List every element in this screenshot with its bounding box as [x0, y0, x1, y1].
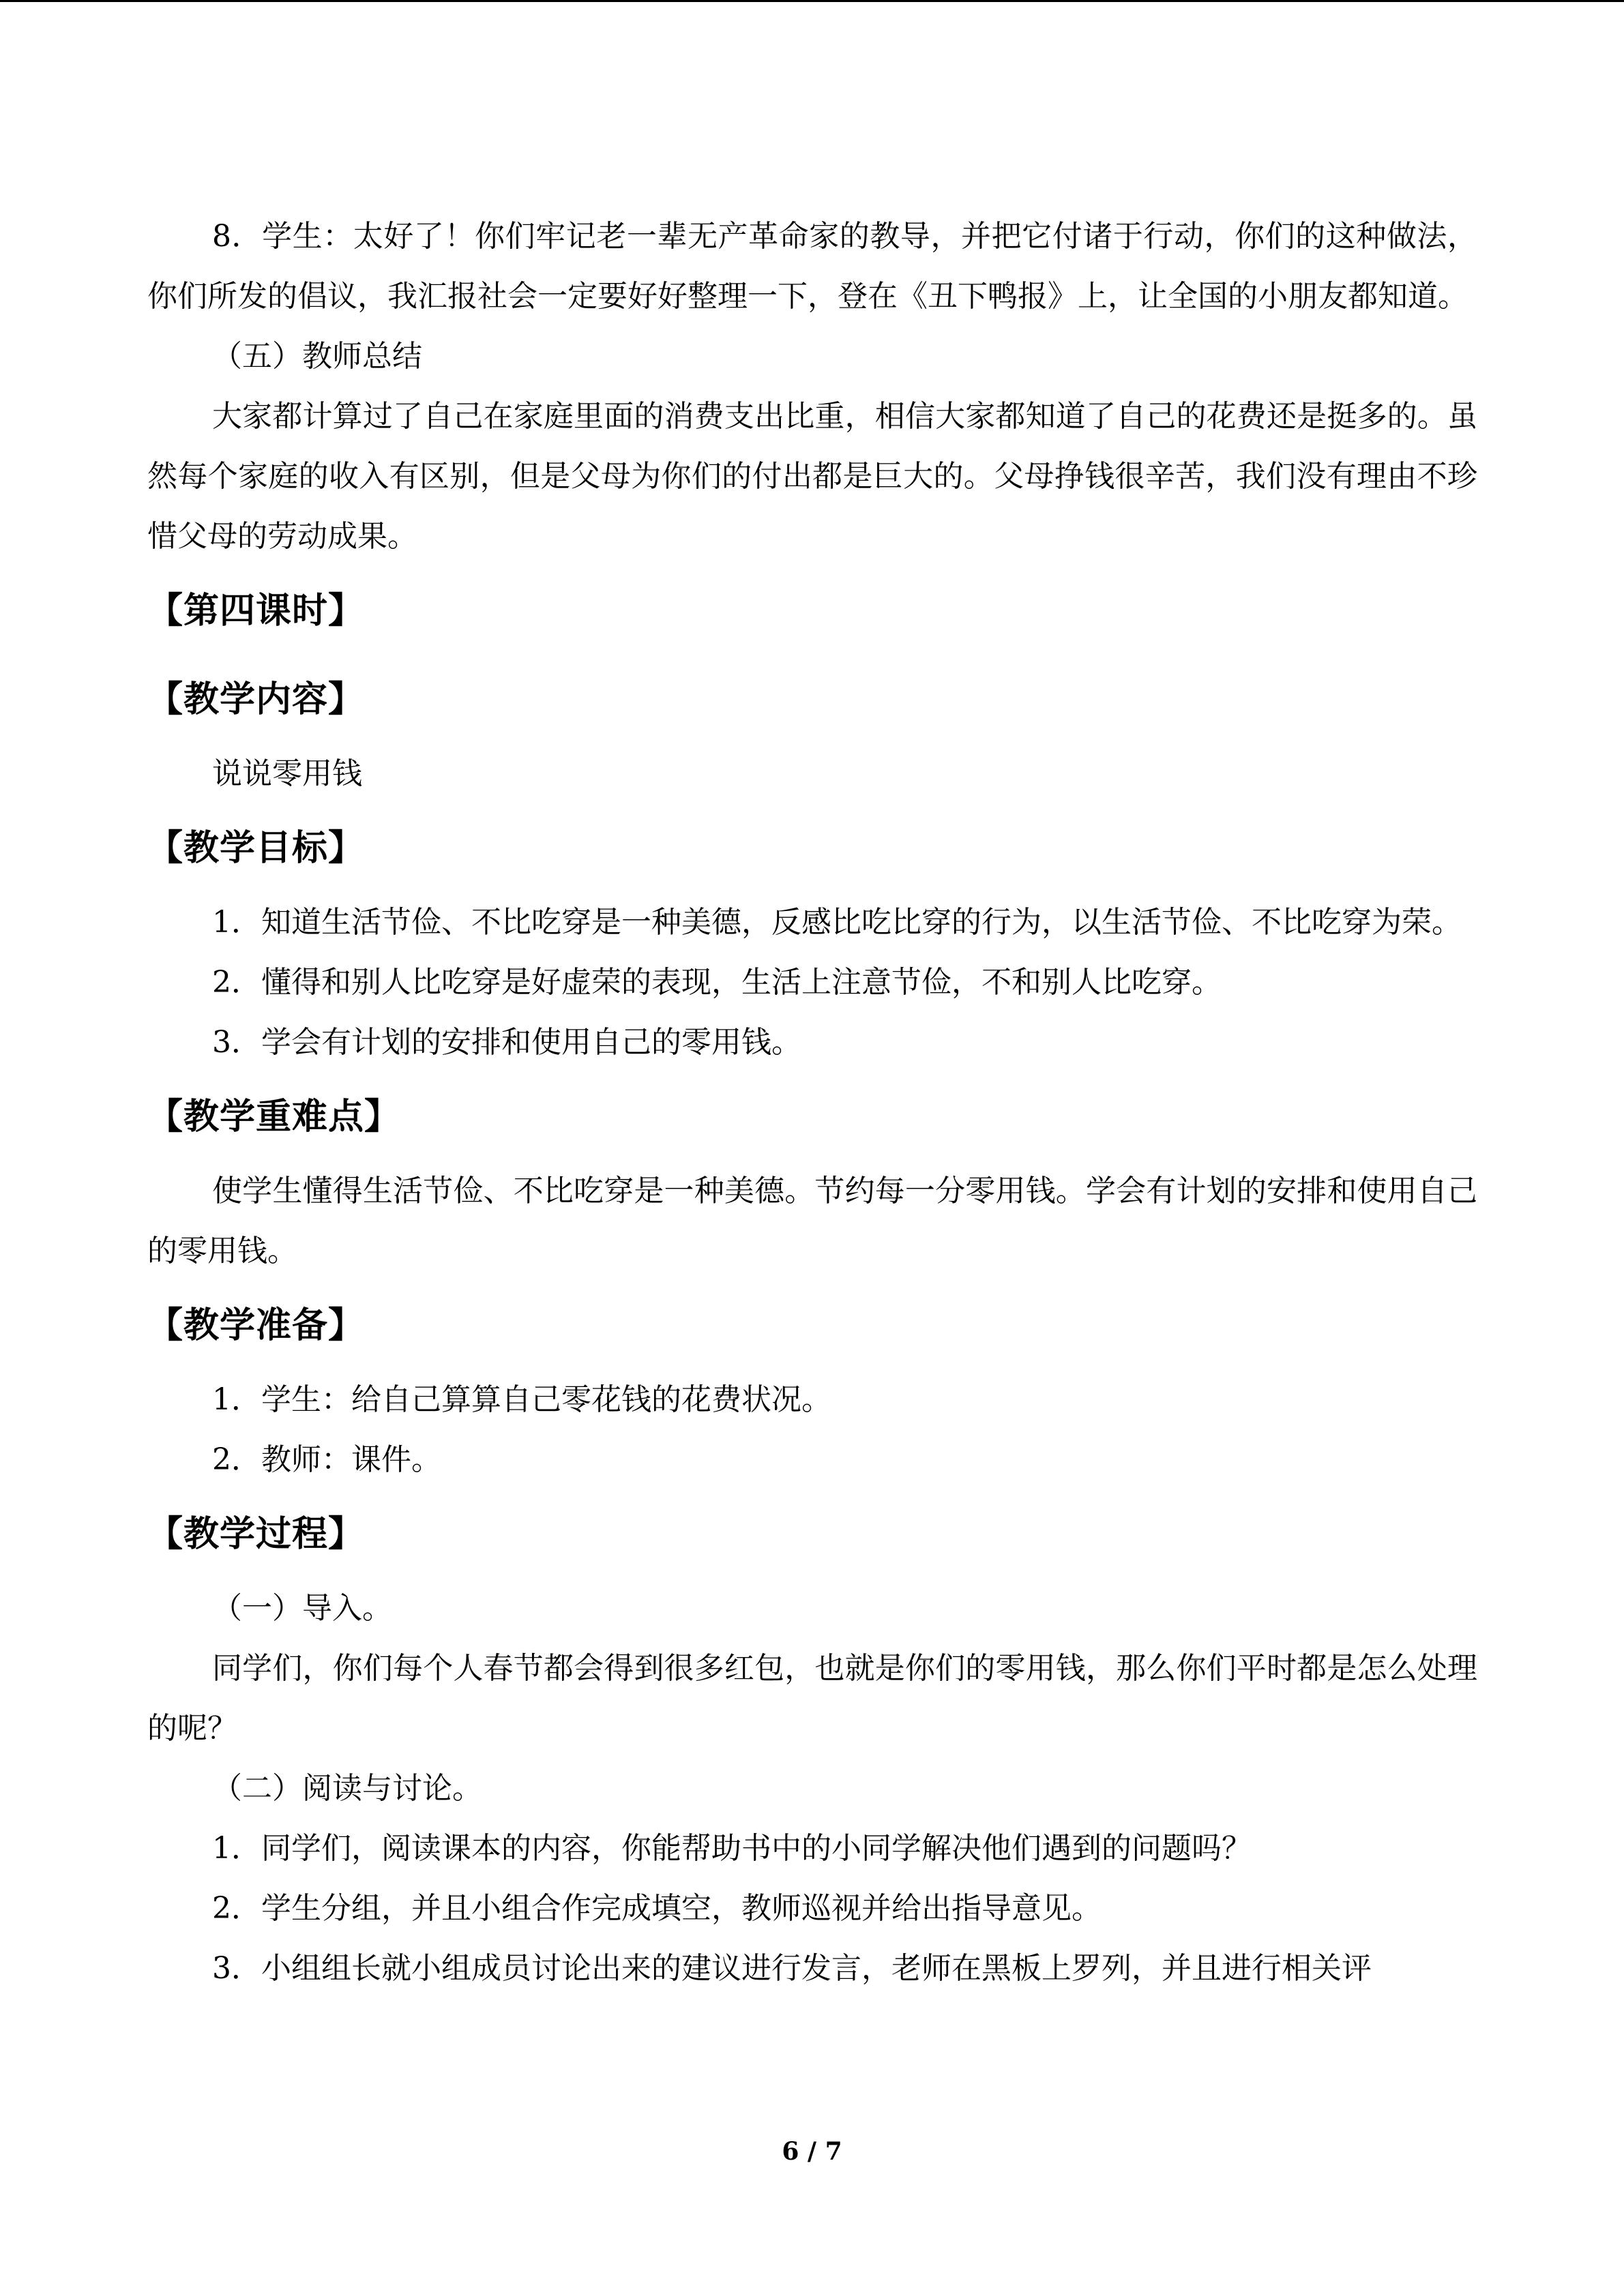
list-item-goal-2: 2．懂得和别人比吃穿是好虚荣的表现，生活上注意节俭，不和别人比吃穿。 — [212, 965, 1222, 1000]
list-item-goal-3: 3．学会有计划的安排和使用自己的零用钱。 — [212, 1025, 801, 1060]
page-number: 6 / 7 — [782, 2137, 842, 2166]
list-item-goal-1: 1．知道生活节俭、不比吃穿是一种美德，反感比吃比穿的行为，以生活节俭、不比吃穿为荣。 — [212, 905, 1462, 940]
subheading-reading-discussion: （二）阅读与讨论。 — [212, 1771, 482, 1806]
heading-fourth-lesson: 【第四课时】 — [147, 591, 365, 631]
list-item-discussion-2: 2．学生分组，并且小组合作完成填空，教师巡视并给出指导意见。 — [212, 1891, 1102, 1926]
heading-teaching-content: 【教学内容】 — [147, 679, 365, 720]
heading-teaching-process: 【教学过程】 — [147, 1514, 365, 1555]
subheading-teacher-summary: （五）教师总结 — [212, 339, 422, 374]
subheading-introduction: （一）导入。 — [212, 1591, 392, 1626]
paragraph-key-difficulties: 使学生懂得生活节俭、不比吃穿是一种美德。节约每一分零用钱。学会有计划的安排和使用自己的零用钱。 — [147, 1174, 1477, 1268]
heading-key-difficulties: 【教学重难点】 — [147, 1097, 401, 1137]
paragraph-teaching-content: 说说零用钱 — [212, 756, 362, 791]
paragraph-student-response-8: 8．学生：太好了！你们牢记老一辈无产革命家的教导，并把它付诸于行动，你们的这种做法，你们所发的倡议，我汇报社会一定要好好整理一下，登在《丑下鸭报》上，让全国的小朋友都知道。 — [147, 219, 1477, 314]
list-item-preparation-2: 2．教师：课件。 — [212, 1442, 441, 1477]
paragraph-introduction: 同学们，你们每个人春节都会得到很多红包，也就是你们的零用钱，那么你们平时都是怎么处理的呢？ — [147, 1651, 1477, 1746]
document-body — [147, 207, 1477, 1999]
paragraph-teacher-summary: 大家都计算过了自己在家庭里面的消费支出比重，相信大家都知道了自己的花费还是挺多的。虽然每个家庭的收入有区别，但是父母为你们的付出都是巨大的。父母挣钱很辛苦，我们没有理由不珍惜父母的劳动成果。 — [147, 399, 1477, 554]
heading-teaching-goals: 【教学目标】 — [147, 828, 365, 869]
heading-teaching-preparation: 【教学准备】 — [147, 1305, 365, 1346]
list-item-preparation-1: 1．学生：给自己算算自己零花钱的花费状况。 — [212, 1382, 831, 1417]
list-item-discussion-3: 3．小组组长就小组成员讨论出来的建议进行发言，老师在黑板上罗列，并且进行相关评 — [212, 1951, 1372, 1986]
list-item-discussion-1: 1．同学们，阅读课本的内容，你能帮助书中的小同学解决他们遇到的问题吗？ — [212, 1831, 1252, 1866]
